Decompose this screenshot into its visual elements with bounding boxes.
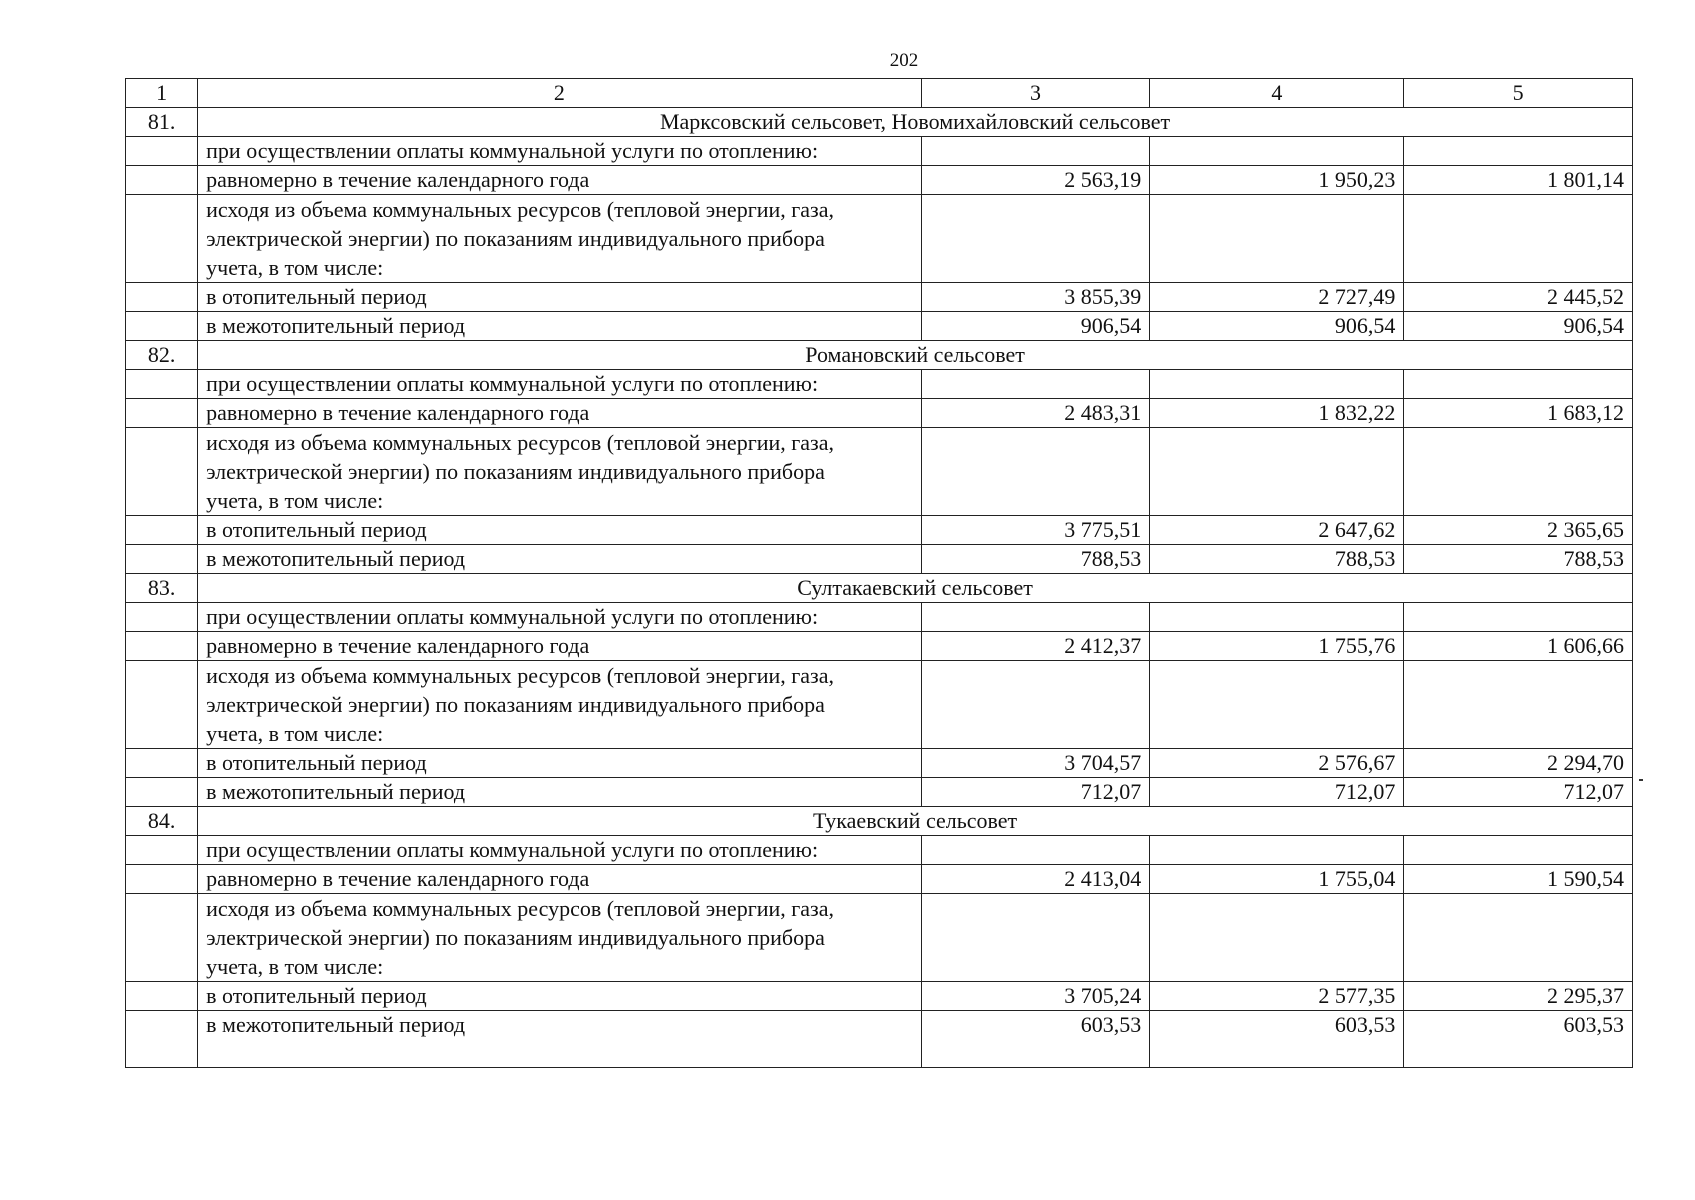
table-row [126,632,1633,661]
tariff-value-col3: 2 413,04 [921,865,1150,894]
header-cell: 5 [1404,79,1633,108]
section-title: Тукаевский сельсовет [198,807,1633,836]
header-cell: 4 [1150,79,1404,108]
tariff-value-col5 [1404,836,1633,865]
tariff-table [125,78,1633,1068]
tariff-value-col3: 788,53 [921,545,1150,574]
tariff-value-col5: 2 294,70 [1404,749,1633,778]
tariff-value-col5: 906,54 [1404,312,1633,341]
table-row [126,603,1633,632]
table-header-row [126,79,1633,108]
row-description: в отопительный период [198,982,922,1011]
tariff-value-col3 [921,836,1150,865]
tariff-value-col4 [1150,195,1404,283]
tariff-value-col4: 2 576,67 [1150,749,1404,778]
row-description: в межотопительный период [198,778,922,807]
scan-mark [1639,779,1643,781]
tariff-value-col3 [921,428,1150,516]
tariff-value-col4: 2 727,49 [1150,283,1404,312]
tariff-value-col3: 3 855,39 [921,283,1150,312]
tariff-value-col3 [921,894,1150,982]
table-row [126,982,1633,1011]
row-description: в отопительный период [198,283,922,312]
table-row [126,195,1633,283]
tariff-value-col4: 712,07 [1150,778,1404,807]
row-description: исходя из объема коммунальных ресурсов (тепловой энергии, газа, электрической энергии) по показаниям индивидуального прибора учета, в том числе: [198,195,922,283]
row-description: в отопительный период [198,516,922,545]
row-description: равномерно в течение календарного года [198,632,922,661]
table-row [126,661,1633,749]
table-row [126,865,1633,894]
section-title: Марксовский сельсовет, Новомихайловский сельсовет [198,108,1633,137]
table-row [126,1011,1633,1068]
row-number-cell [126,632,198,661]
tariff-value-col4: 2 577,35 [1150,982,1404,1011]
tariff-value-col5: 2 295,37 [1404,982,1633,1011]
section-number: 83. [126,574,198,603]
row-number-cell [126,195,198,283]
tariff-value-col4 [1150,370,1404,399]
tariff-value-col4: 788,53 [1150,545,1404,574]
tariff-value-col4: 906,54 [1150,312,1404,341]
section-title-row [126,574,1633,603]
row-description: равномерно в течение календарного года [198,865,922,894]
tariff-value-col3: 3 705,24 [921,982,1150,1011]
tariff-value-col4 [1150,894,1404,982]
row-description: при осуществлении оплаты коммунальной услуги по отоплению: [198,836,922,865]
row-number-cell [126,661,198,749]
row-number-cell [126,545,198,574]
row-number-cell [126,166,198,195]
tariff-value-col3: 2 483,31 [921,399,1150,428]
table-row [126,836,1633,865]
tariff-value-col3 [921,137,1150,166]
table-row [126,283,1633,312]
row-description: исходя из объема коммунальных ресурсов (тепловой энергии, газа, электрической энергии) по показаниям индивидуального прибора учета, в том числе: [198,894,922,982]
row-number-cell [126,312,198,341]
tariff-value-col5: 1 801,14 [1404,166,1633,195]
row-number-cell [126,865,198,894]
page-number: 202 [889,50,919,71]
tariff-value-col5: 2 445,52 [1404,283,1633,312]
tariff-value-col4 [1150,836,1404,865]
row-description: в межотопительный период [198,1011,922,1068]
table-row [126,749,1633,778]
row-number-cell [126,137,198,166]
row-description: равномерно в течение календарного года [198,399,922,428]
table-row [126,516,1633,545]
table-row [126,137,1633,166]
row-number-cell [126,399,198,428]
tariff-value-col5: 1 683,12 [1404,399,1633,428]
tariff-value-col5 [1404,661,1633,749]
tariff-value-col5 [1404,195,1633,283]
row-description: при осуществлении оплаты коммунальной услуги по отоплению: [198,370,922,399]
tariff-value-col3 [921,661,1150,749]
tariff-value-col5: 2 365,65 [1404,516,1633,545]
tariff-value-col3: 2 563,19 [921,166,1150,195]
header-cell: 1 [126,79,198,108]
table-row [126,894,1633,982]
row-description: исходя из объема коммунальных ресурсов (тепловой энергии, газа, электрической энергии) по показаниям индивидуального прибора учета, в том числе: [198,661,922,749]
tariff-value-col3 [921,195,1150,283]
tariff-value-col4 [1150,661,1404,749]
row-number-cell [126,982,198,1011]
tariff-value-col5 [1404,137,1633,166]
section-title: Романовский сельсовет [198,341,1633,370]
tariff-value-col3: 3 704,57 [921,749,1150,778]
row-description: исходя из объема коммунальных ресурсов (тепловой энергии, газа, электрической энергии) по показаниям индивидуального прибора учета, в том числе: [198,428,922,516]
row-number-cell [126,1011,198,1068]
tariff-value-col5: 712,07 [1404,778,1633,807]
table-row [126,370,1633,399]
row-description: при осуществлении оплаты коммунальной услуги по отоплению: [198,603,922,632]
tariff-value-col4: 1 755,04 [1150,865,1404,894]
tariff-value-col4 [1150,603,1404,632]
tariff-value-col5: 603,53 [1404,1011,1633,1068]
tariff-value-col4: 1 950,23 [1150,166,1404,195]
tariff-value-col4: 1 832,22 [1150,399,1404,428]
tariff-value-col5 [1404,603,1633,632]
tariff-value-col3: 712,07 [921,778,1150,807]
row-number-cell [126,894,198,982]
table-row [126,778,1633,807]
row-description: в отопительный период [198,749,922,778]
header-cell: 3 [921,79,1150,108]
header-cell: 2 [198,79,922,108]
section-title-row [126,108,1633,137]
tariff-value-col3: 906,54 [921,312,1150,341]
row-number-cell [126,603,198,632]
section-title: Султакаевский сельсовет [198,574,1633,603]
row-number-cell [126,283,198,312]
row-number-cell [126,749,198,778]
tariff-value-col4 [1150,428,1404,516]
tariff-value-col4 [1150,137,1404,166]
row-number-cell [126,516,198,545]
tariff-value-col5 [1404,894,1633,982]
section-number: 81. [126,108,198,137]
tariff-value-col5 [1404,370,1633,399]
tariff-value-col5 [1404,428,1633,516]
table-row [126,428,1633,516]
row-description: равномерно в течение календарного года [198,166,922,195]
table-row [126,545,1633,574]
tariff-value-col4: 1 755,76 [1150,632,1404,661]
row-number-cell [126,370,198,399]
tariff-value-col3: 603,53 [921,1011,1150,1068]
row-description: в межотопительный период [198,312,922,341]
section-title-row [126,807,1633,836]
tariff-value-col4: 2 647,62 [1150,516,1404,545]
row-number-cell [126,428,198,516]
tariff-value-col5: 788,53 [1404,545,1633,574]
tariff-value-col5: 1 590,54 [1404,865,1633,894]
tariff-value-col5: 1 606,66 [1404,632,1633,661]
row-description: при осуществлении оплаты коммунальной услуги по отоплению: [198,137,922,166]
table-row [126,399,1633,428]
table-row [126,312,1633,341]
tariff-value-col4: 603,53 [1150,1011,1404,1068]
row-description: в межотопительный период [198,545,922,574]
tariff-value-col3: 2 412,37 [921,632,1150,661]
section-number: 82. [126,341,198,370]
tariff-value-col3: 3 775,51 [921,516,1150,545]
tariff-value-col3 [921,370,1150,399]
section-title-row [126,341,1633,370]
section-number: 84. [126,807,198,836]
row-number-cell [126,778,198,807]
tariff-value-col3 [921,603,1150,632]
table-row [126,166,1633,195]
row-number-cell [126,836,198,865]
